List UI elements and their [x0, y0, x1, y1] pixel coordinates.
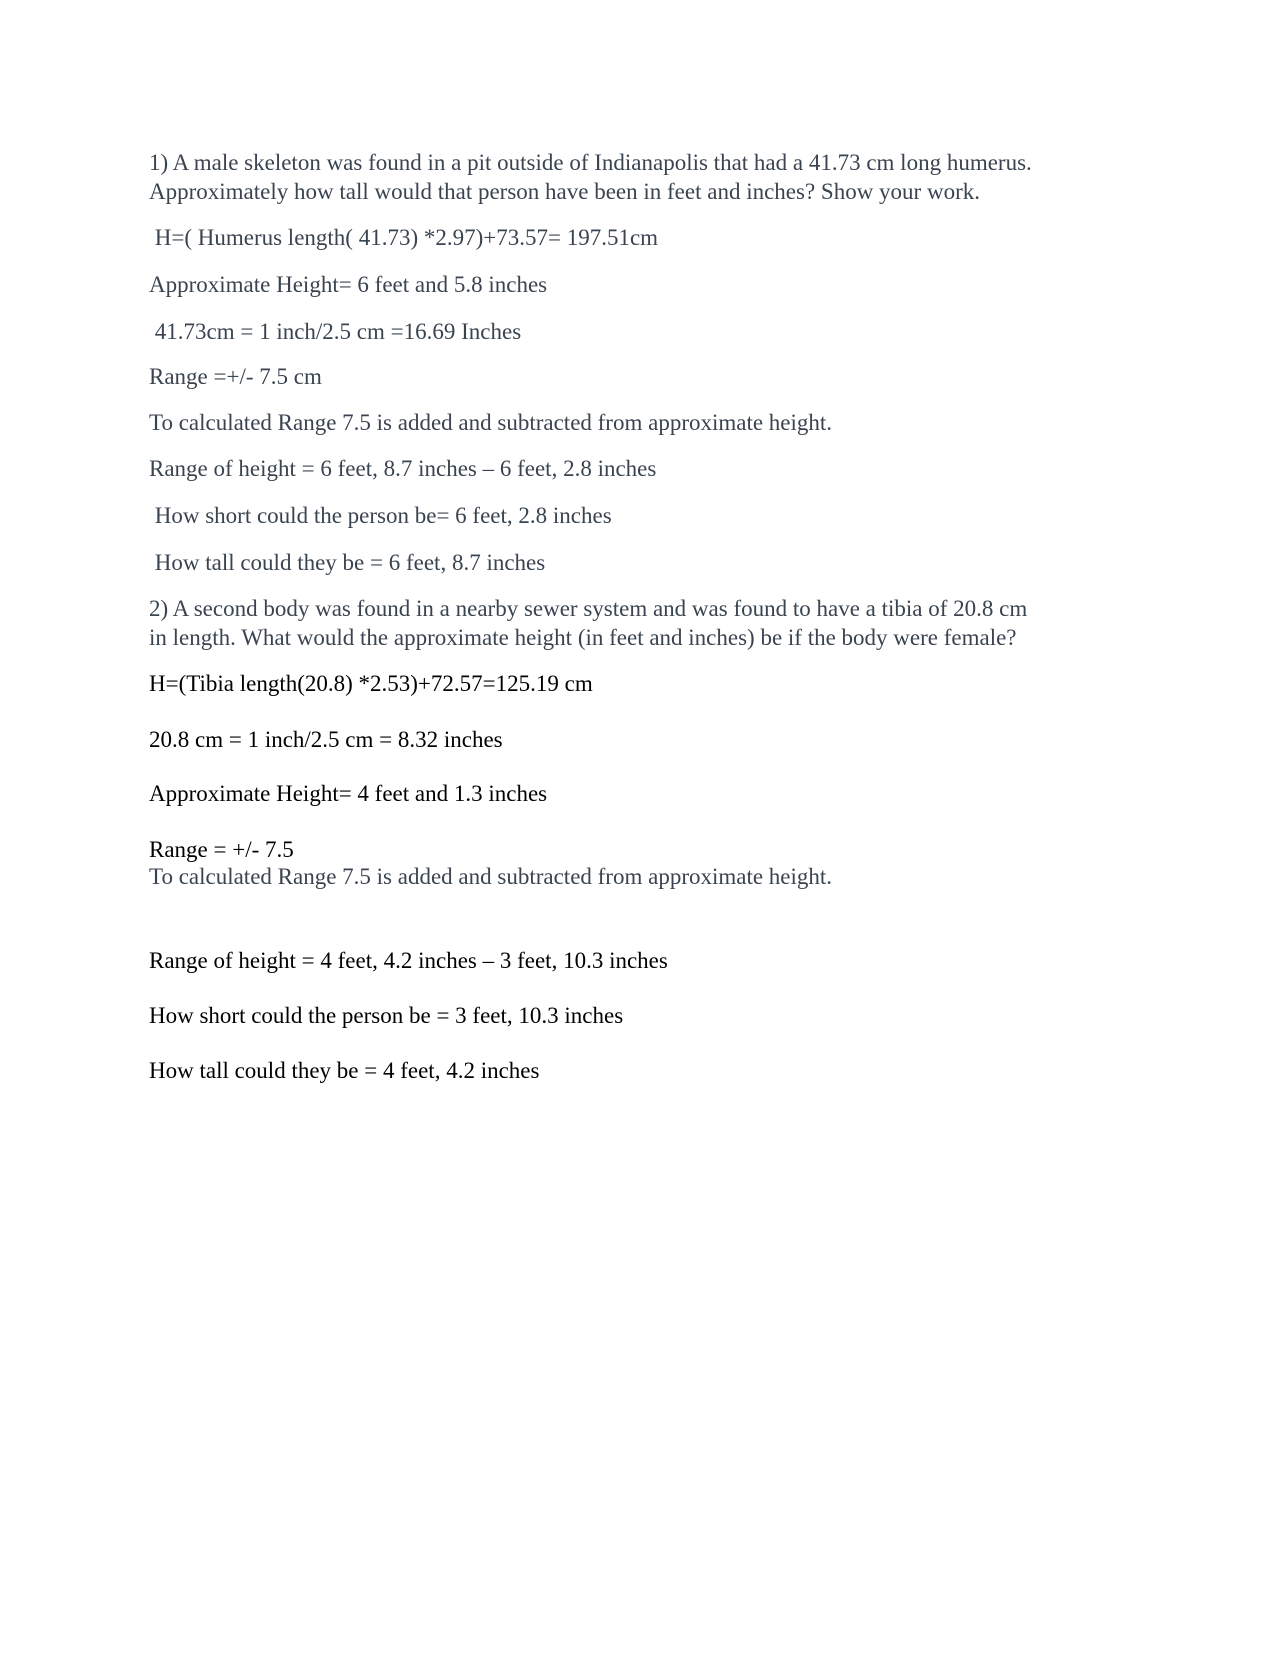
q1-range-of-height: Range of height = 6 feet, 8.7 inches – 6 feet, 2.8 inches [149, 456, 657, 481]
q1-question-line-2: Approximately how tall would that person have been in feet and inches? Show your work. [149, 179, 980, 204]
q1-question-line-1: 1) A male skeleton was found in a pit outside of Indianapolis that had a 41.73 cm long humerus. [149, 150, 1032, 175]
q2-question-line-1: 2) A second body was found in a nearby sewer system and was found to have a tibia of 20.8 cm [149, 596, 1028, 621]
q1-range-note: To calculated Range 7.5 is added and subtracted from approximate height. [149, 410, 833, 435]
q2-range: Range = +/- 7.5 [149, 837, 294, 862]
q1-approx-height: Approximate Height= 6 feet and 5.8 inches [149, 272, 548, 297]
q2-approx-height: Approximate Height= 4 feet and 1.3 inches [149, 781, 548, 806]
q1-how-short: How short could the person be= 6 feet, 2.8 inches [149, 503, 612, 528]
q2-formula: H=(Tibia length(20.8) *2.53)+72.57=125.19 cm [149, 671, 593, 696]
q2-conversion: 20.8 cm = 1 inch/2.5 cm = 8.32 inches [149, 727, 503, 752]
q2-how-tall: How tall could they be = 4 feet, 4.2 inches [149, 1058, 540, 1083]
q1-conversion: 41.73cm = 1 inch/2.5 cm =16.69 Inches [149, 319, 522, 344]
q1-how-tall: How tall could they be = 6 feet, 8.7 inches [149, 550, 546, 575]
q2-range-note: To calculated Range 7.5 is added and subtracted from approximate height. [149, 864, 833, 889]
q1-range: Range =+/- 7.5 cm [149, 364, 322, 389]
q2-range-of-height: Range of height = 4 feet, 4.2 inches – 3 feet, 10.3 inches [149, 948, 668, 973]
q1-formula: H=( Humerus length( 41.73) *2.97)+73.57= 197.51cm [149, 225, 659, 250]
q2-question-line-2: in length. What would the approximate height (in feet and inches) be if the body were female? [149, 625, 1017, 650]
q2-how-short: How short could the person be = 3 feet, 10.3 inches [149, 1003, 624, 1028]
